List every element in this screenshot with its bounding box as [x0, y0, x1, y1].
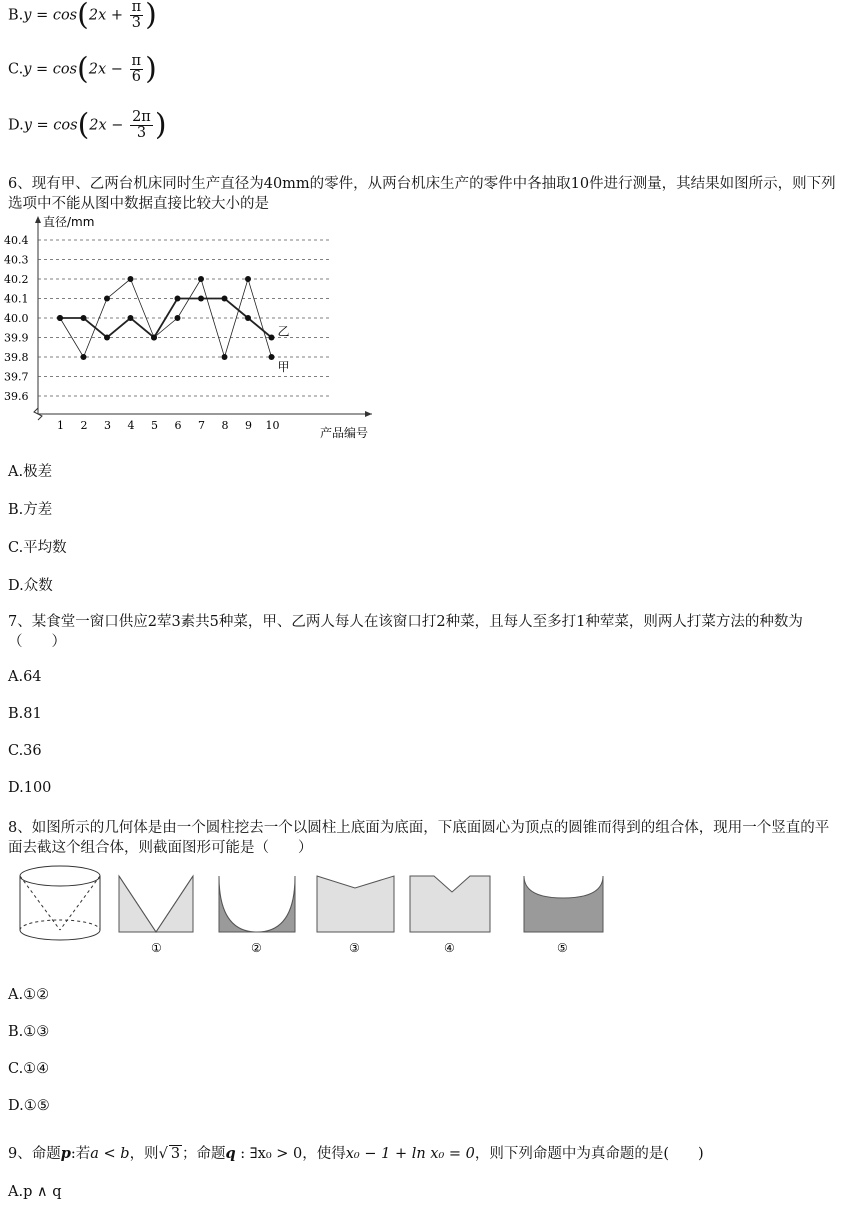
q9-option-a: A.p ∧ q — [8, 1184, 62, 1200]
y-tick-label: 40.1 — [4, 292, 29, 306]
y-tick-label: 40.0 — [4, 312, 29, 325]
data-point — [222, 296, 228, 302]
data-point — [104, 296, 110, 302]
shape-label-2: ② — [251, 941, 262, 955]
q7-option-b: B.81 — [8, 706, 42, 722]
y-tick-label: 39.9 — [4, 331, 29, 345]
cylinder-cone-solid — [20, 866, 100, 940]
q7-option-d: D.100 — [8, 780, 52, 796]
y-tick-label: 40.4 — [4, 234, 29, 247]
x-tick-label: 7 — [198, 419, 205, 432]
q5-option-c: C.y = cos(2x − $\frac{\pi}{6}$ ) — [8, 51, 157, 87]
data-point — [57, 315, 63, 321]
x-tick-label: 1 — [57, 419, 64, 432]
x-tick-label: 5 — [151, 419, 158, 432]
y-tick-label: 39.8 — [4, 351, 29, 364]
q8-stem: 8、如图所示的几何体是由一个圆柱挖去一个以圆柱上底面为底面，下底面圆心为顶点的圆锥而得到的组合体，现用一个竖直的平面去截这个组合体，则截面图形可能是（ ） — [8, 820, 830, 856]
data-point — [175, 296, 181, 302]
q6-line-chart — [0, 212, 400, 444]
y-axis-arrow — [35, 216, 41, 223]
q8-option-c: C.①④ — [8, 1061, 50, 1077]
data-point — [104, 335, 110, 341]
series-label: 甲 — [277, 360, 290, 374]
data-point — [81, 315, 87, 321]
x-tick-label: 6 — [174, 419, 182, 432]
data-point — [245, 315, 251, 321]
data-point — [175, 315, 181, 321]
chart-xlabel: 产品编号 — [320, 426, 369, 440]
q5-option-d: D.y = cos(2x − $\frac{2\pi}{3}$ ) — [8, 107, 167, 143]
chart-x-ticks — [57, 419, 280, 432]
q6-option-a: A.极差 — [8, 464, 53, 480]
q6-option-b: B.方差 — [8, 502, 53, 518]
x-tick-label: 2 — [80, 419, 88, 432]
chart-series — [57, 276, 290, 374]
data-point — [269, 354, 275, 360]
series-label: 乙 — [277, 324, 290, 339]
data-point — [81, 354, 87, 360]
q7-option-c: C.36 — [8, 743, 42, 759]
shape-label-5: ⑤ — [557, 941, 568, 955]
q6-option-d: D.众数 — [8, 578, 53, 594]
shape-label-4: ④ — [444, 941, 455, 955]
q8-option-d: D.①⑤ — [8, 1098, 50, 1114]
q5-option-b: B.y = cos(2x + $\frac{\pi}{3}$ ) — [8, 0, 157, 33]
q8-figure — [14, 862, 614, 962]
x-tick-label: 4 — [127, 419, 135, 432]
chart-y-ticks — [4, 234, 29, 403]
data-point — [245, 276, 251, 282]
data-point — [198, 296, 204, 302]
section-shape-1 — [119, 876, 193, 932]
y-tick-label: 39.7 — [4, 370, 29, 384]
q9-stem: 9、命题p:若a < b，则√ 3 ；命题q : ∃x₀ > 0，使得x₀ − 1 + ln x₀ = 0，则下列命题中为真命题的是( ) — [8, 1145, 704, 1162]
y-tick-label: 40.2 — [4, 273, 29, 286]
y-tick-label: 40.3 — [4, 253, 29, 267]
data-point — [269, 335, 275, 341]
data-point — [198, 276, 204, 282]
q8-option-a: A.①② — [8, 987, 50, 1003]
data-point — [128, 315, 134, 321]
q8-option-b: B.①③ — [8, 1024, 50, 1040]
section-shape-3 — [317, 876, 394, 932]
x-tick-label: 8 — [221, 419, 229, 432]
shape-label-3: ③ — [349, 941, 360, 955]
section-shape-5 — [524, 876, 603, 932]
q7-option-a: A.64 — [8, 669, 42, 685]
data-point — [151, 335, 157, 341]
data-point — [222, 354, 228, 360]
x-axis-arrow — [365, 411, 372, 417]
q6-option-c: C.平均数 — [8, 540, 67, 556]
q7-stem: 7、某食堂一窗口供应2荤3素共5种菜，甲、乙两人每人在该窗口打2种菜，且每人至多打1种荤菜，则两人打菜方法的种数为（ ） — [8, 614, 803, 650]
x-tick-label: 3 — [104, 419, 111, 432]
section-shape-4 — [410, 876, 490, 932]
q6-stem: 6、现有甲、乙两台机床同时生产直径为40mm的零件，从两台机床生产的零件中各抽取10件进行测量，其结果如图所示，则下列选项中不能从图中数据直接比较大小的是 — [8, 176, 836, 212]
data-point — [128, 276, 134, 282]
y-tick-label: 39.6 — [4, 390, 29, 403]
chart-ylabel: 直径/mm — [43, 215, 95, 229]
shape-label-1: ① — [151, 941, 162, 955]
x-tick-label: 10 — [265, 419, 280, 432]
x-tick-label: 9 — [245, 419, 252, 432]
series-line-乙 — [60, 299, 272, 338]
